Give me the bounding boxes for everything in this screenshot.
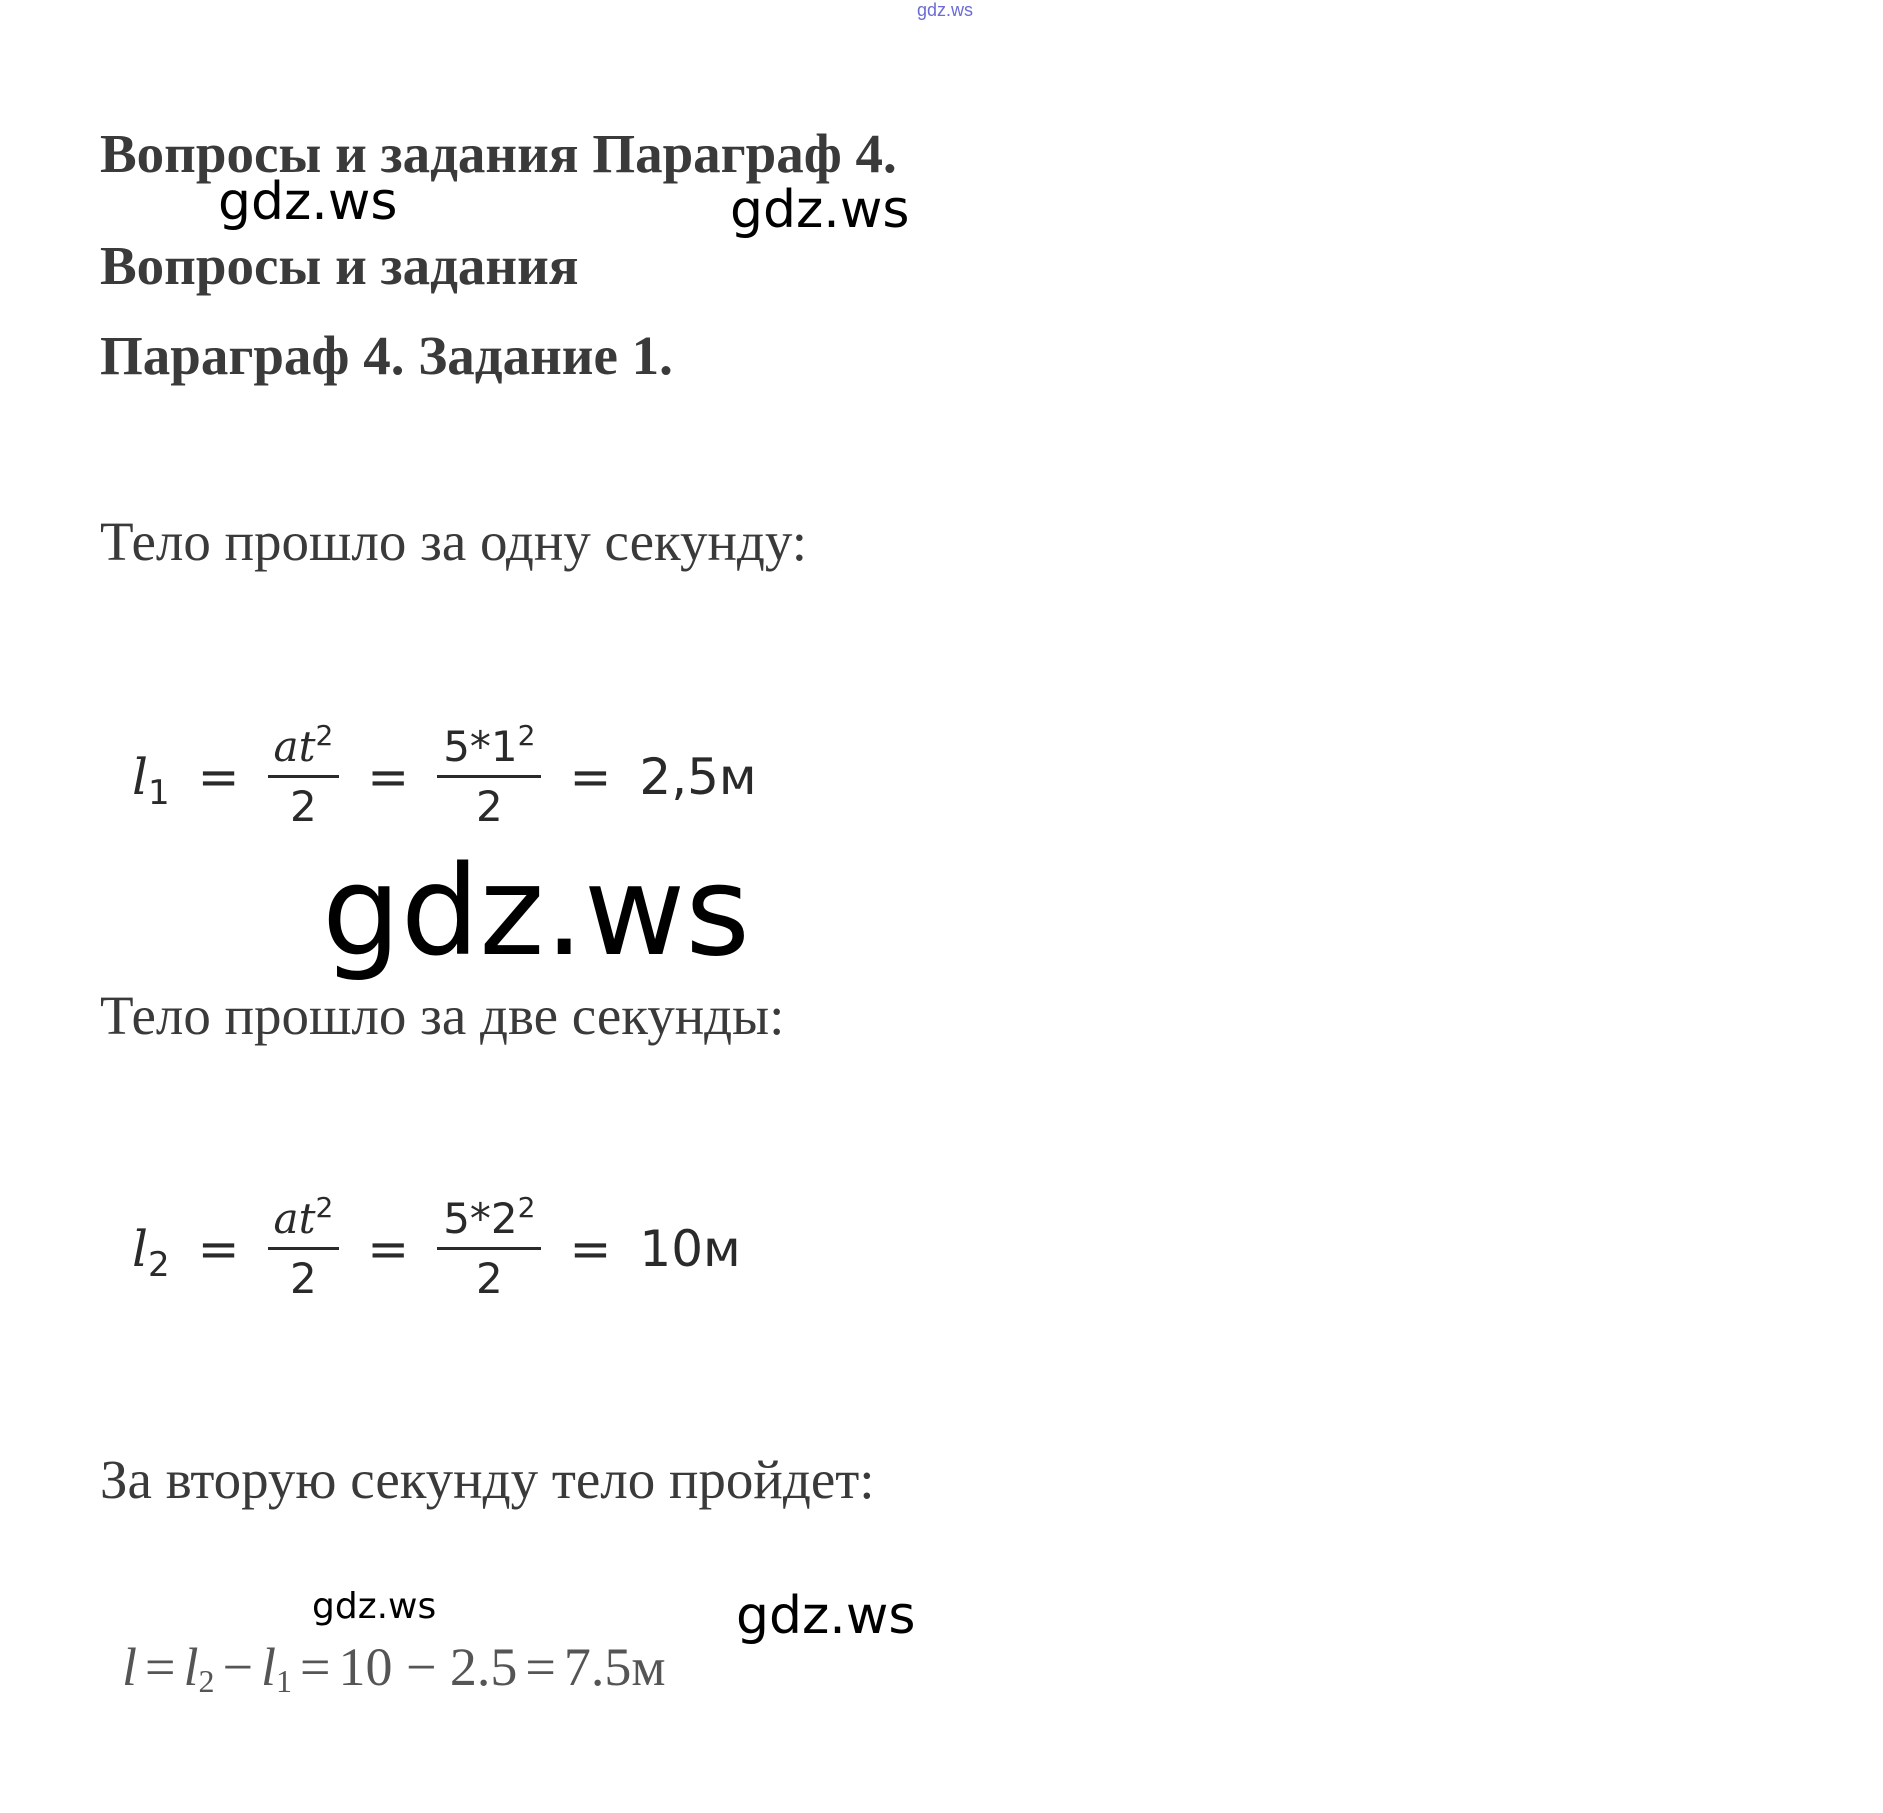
watermark-1: gdz.ws bbox=[218, 172, 398, 232]
heading-title: Вопросы и задания Параграф 4. bbox=[100, 123, 897, 184]
formula-3 bbox=[122, 1636, 666, 1698]
watermark-big: gdz.ws bbox=[322, 840, 750, 984]
formula-2-sub: 2 bbox=[148, 1244, 170, 1285]
heading-section: Вопросы и задания bbox=[100, 235, 579, 296]
paragraph-1: Тело прошло за одну секунду: bbox=[100, 511, 807, 572]
formula-2-var: l bbox=[132, 1219, 148, 1278]
formula-3-a: l bbox=[183, 1637, 199, 1697]
formula-3-eq1: = bbox=[145, 1637, 176, 1697]
formula-3-a-sub: 2 bbox=[198, 1662, 215, 1699]
formula-2-frac1 bbox=[268, 1191, 340, 1303]
formula-1-den2: 2 bbox=[475, 782, 503, 831]
paragraph-3: За вторую секунду тело пройдет: bbox=[100, 1449, 875, 1510]
formula-2 bbox=[132, 1191, 741, 1303]
formula-1-frac1 bbox=[268, 719, 340, 831]
watermark-4: gdz.ws bbox=[736, 1586, 916, 1646]
formula-1-num2: 5*1 bbox=[443, 722, 518, 771]
formula-2-eq1: = bbox=[197, 1219, 240, 1278]
formula-3-result: 7.5м bbox=[563, 1637, 666, 1697]
formula-3-b: l bbox=[260, 1637, 276, 1697]
formula-3-eq3: = bbox=[525, 1637, 556, 1697]
formula-2-eq3: = bbox=[569, 1219, 612, 1278]
formula-1-var: l bbox=[132, 747, 148, 806]
formula-1-den1: 2 bbox=[290, 782, 317, 831]
formula-1-eq1: = bbox=[197, 747, 240, 806]
formula-1-result: 2,5м bbox=[639, 747, 757, 806]
formula-1-eq3: = bbox=[569, 747, 612, 806]
formula-2-exp1: 2 bbox=[315, 1191, 334, 1224]
paragraph-2: Тело прошло за две секунды: bbox=[100, 985, 785, 1046]
formula-3-eq2: = bbox=[299, 1637, 331, 1697]
formula-2-num1: at bbox=[273, 1194, 316, 1243]
formula-2-num2: 5*2 bbox=[443, 1194, 518, 1243]
formula-2-result: 10м bbox=[639, 1219, 741, 1278]
formula-1-num1: at bbox=[273, 722, 316, 771]
formula-2-den2: 2 bbox=[475, 1254, 503, 1303]
formula-2-eq2: = bbox=[367, 1219, 410, 1278]
formula-3-lhs: l bbox=[122, 1637, 138, 1697]
formula-2-exp2: 2 bbox=[517, 1191, 536, 1224]
formula-2-frac2 bbox=[437, 1191, 541, 1303]
formula-1-sub: 1 bbox=[148, 772, 170, 813]
formula-2-den1: 2 bbox=[290, 1254, 317, 1303]
formula-3-b-sub: 1 bbox=[275, 1662, 292, 1699]
formula-1 bbox=[132, 719, 757, 831]
formula-1-exp2: 2 bbox=[517, 719, 536, 752]
formula-3-expr: 10 − 2.5 bbox=[338, 1637, 518, 1697]
formula-3-minus: − bbox=[222, 1637, 253, 1697]
formula-1-exp1: 2 bbox=[315, 719, 334, 752]
heading-task: Параграф 4. Задание 1. bbox=[100, 325, 673, 386]
watermark-top: gdz.ws bbox=[917, 0, 974, 20]
watermark-2: gdz.ws bbox=[730, 180, 910, 240]
formula-1-frac2 bbox=[437, 719, 541, 831]
watermark-3: gdz.ws bbox=[312, 1586, 437, 1627]
formula-1-eq2: = bbox=[367, 747, 410, 806]
